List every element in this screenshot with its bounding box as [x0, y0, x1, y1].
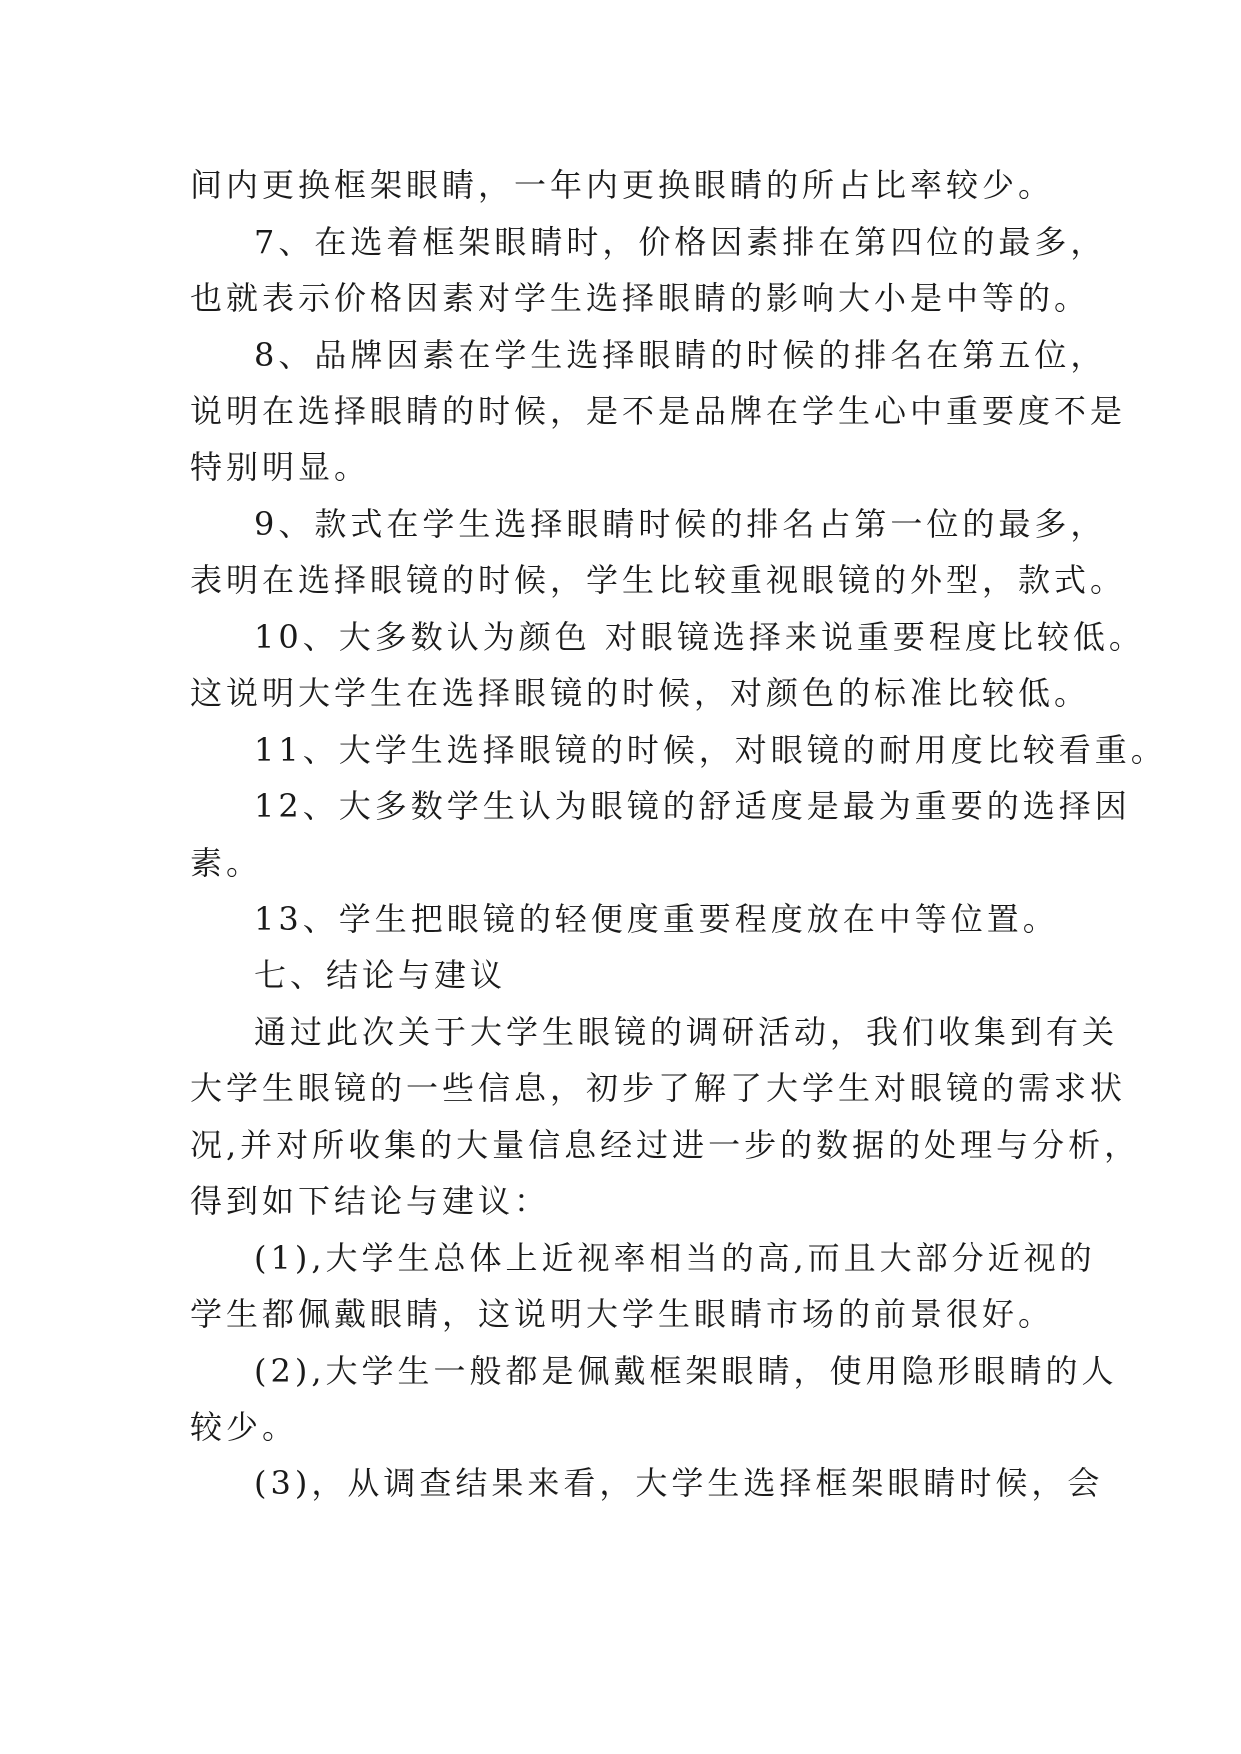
text-line: 况,并对所收集的大量信息经过进一步的数据的处理与分析，: [190, 1126, 1141, 1164]
text-line: 7、在选着框架眼睛时，价格因素排在第四位的最多，: [254, 223, 1107, 261]
text-line: 12、大多数学生认为眼镜的舒适度是最为重要的选择因: [254, 787, 1131, 825]
text-line: 也就表示价格因素对学生选择眼睛的影响大小是中等的。: [190, 279, 1091, 317]
text-line: 得到如下结论与建议：: [190, 1182, 551, 1220]
text-line: 通过此次关于大学生眼镜的调研活动，我们收集到有关: [254, 1013, 1119, 1051]
text-line: 较少。: [190, 1408, 299, 1446]
text-line: 8、品牌因素在学生选择眼睛的时候的排名在第五位，: [254, 336, 1107, 374]
text-line: 说明在选择眼睛的时候，是不是品牌在学生心中重要度不是: [190, 392, 1127, 430]
text-line: 11、大学生选择眼镜的时候，对眼镜的耐用度比较看重。: [254, 731, 1167, 769]
text-line: 10、大多数认为颜色 对眼镜选择来说重要程度比较低。: [254, 618, 1145, 656]
text-line: (1),大学生总体上近视率相当的高,而且大部分近视的: [254, 1239, 1096, 1277]
text-line: 表明在选择眼镜的时候，学生比较重视眼镜的外型，款式。: [190, 561, 1127, 599]
section-heading: 七、结论与建议: [254, 956, 507, 994]
text-line: 间内更换框架眼睛，一年内更换眼睛的所占比率较少。: [190, 166, 1055, 204]
text-line: 素。: [190, 844, 263, 882]
text-line: 13、学生把眼镜的轻便度重要程度放在中等位置。: [254, 900, 1059, 938]
text-line: (2),大学生一般都是佩戴框架眼睛，使用隐形眼睛的人: [254, 1352, 1118, 1390]
text-line: 这说明大学生在选择眼镜的时候，对颜色的标准比较低。: [190, 674, 1091, 712]
text-line: (3)，从调查结果来看，大学生选择框架眼睛时候，会: [254, 1464, 1104, 1502]
text-line: 特别明显。: [190, 448, 371, 486]
text-line: 学生都佩戴眼睛，这说明大学生眼睛市场的前景很好。: [190, 1295, 1055, 1333]
text-line: 大学生眼镜的一些信息，初步了解了大学生对眼镜的需求状: [190, 1069, 1127, 1107]
text-line: 9、款式在学生选择眼睛时候的排名占第一位的最多，: [254, 505, 1107, 543]
